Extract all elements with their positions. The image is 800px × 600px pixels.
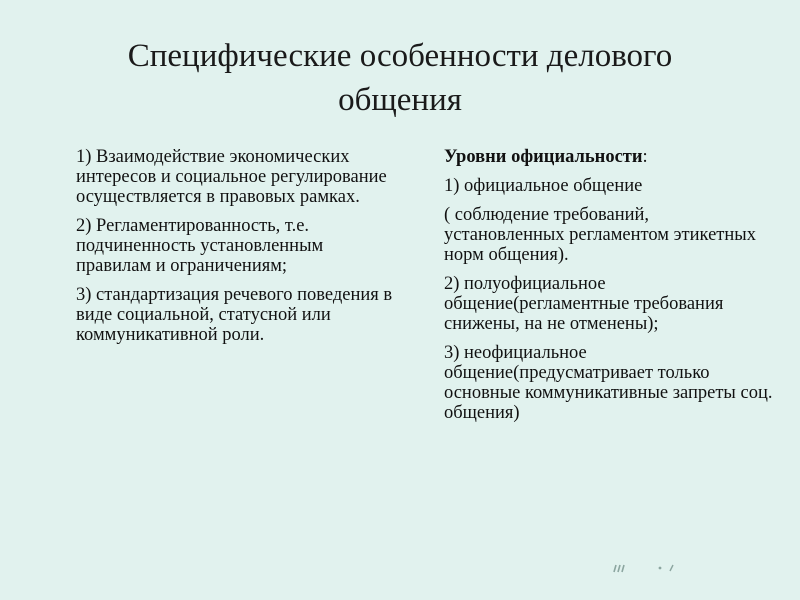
formality-levels-heading: Уровни официальности [444, 147, 643, 167]
watermark-logo [612, 562, 682, 577]
left-column [76, 147, 394, 354]
right-item-1-detail: ( соблюдение требований, установленных регламентом этикетных норм общения). [444, 205, 756, 265]
watermark-graphic [612, 562, 682, 574]
slide-title: Специфические особенности делового общения [127, 38, 673, 118]
right-item-1: 1) официальное общение [444, 176, 643, 196]
left-point-2: 2) Регламентированность, т.е. подчиненность установленным правилам и ограничениям; [76, 216, 324, 276]
right-heading [444, 147, 774, 167]
heading-colon: : [642, 147, 648, 167]
left-point-3: 3) стандартизация речевого поведения в виде социальной, статусной или коммуникативной роли. [76, 285, 393, 345]
right-column [444, 147, 774, 432]
right-item-3: 3) неофициальное общение(предусматривает только основные коммуникативные запреты соц. общения) [444, 343, 773, 423]
left-point-1: 1) Взаимодействие экономических интересов и социальное регулирование осуществляется в правовых рамках. [76, 147, 387, 207]
right-item-2: 2) полуофициальное общение(регламентные требования снижены, на не отменены); [444, 274, 724, 334]
